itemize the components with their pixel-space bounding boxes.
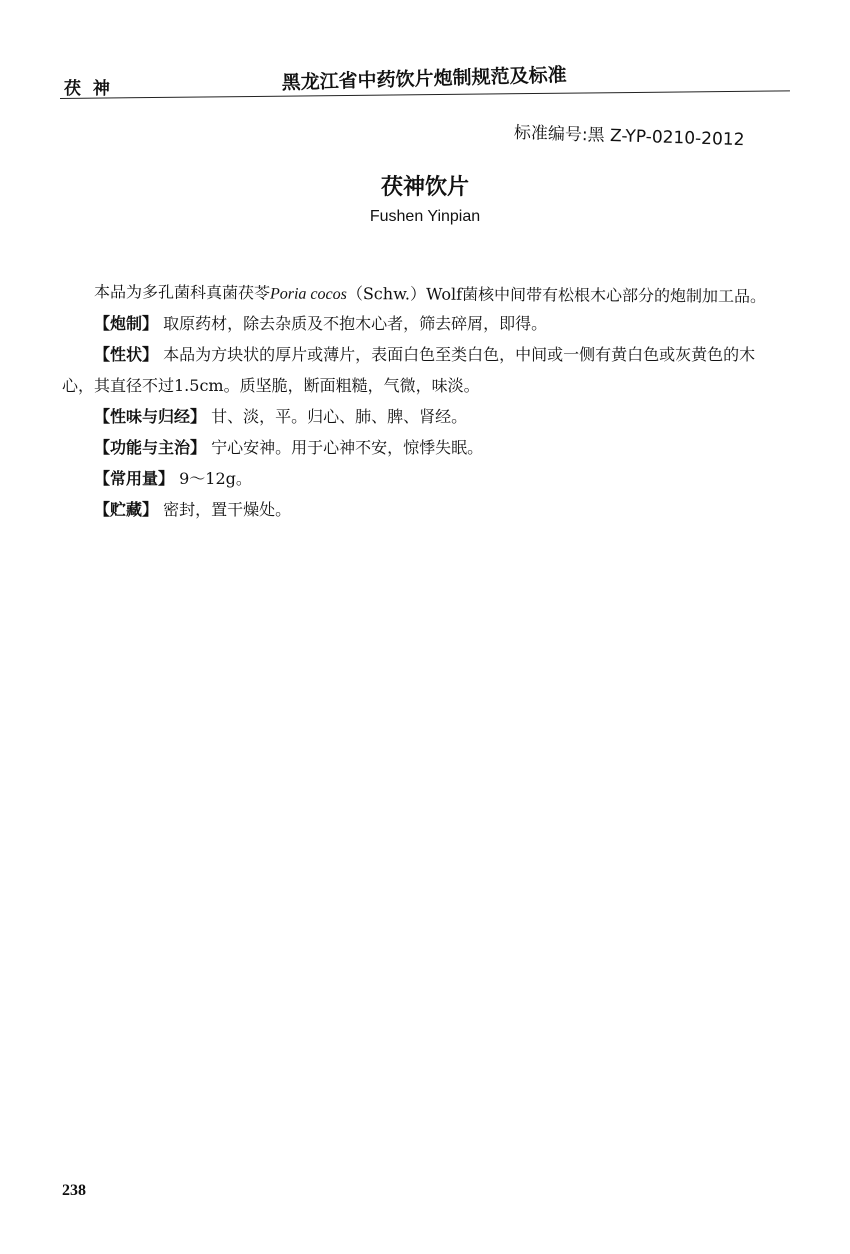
section-storage xyxy=(62,494,784,525)
section-text: 9～12g。 xyxy=(179,469,252,488)
page-title: 茯神饮片 xyxy=(380,175,469,200)
section-text: 本品为方块状的厚片或薄片，表面白色至类白色，中间或一侧有黄白色或灰黄色的木心，其直径不过1.5cm。质坚脆，断面粗糙，气微，味淡。 xyxy=(62,345,756,395)
latin-name: Poria cocos xyxy=(269,285,347,303)
section-function-indication xyxy=(62,432,784,463)
section-text: 甘、淡，平。归心、肺、脾、肾经。 xyxy=(211,407,468,426)
section-text: 宁心安神。用于心神不安，惊悸失眠。 xyxy=(211,438,484,457)
section-label: 【功能与主治】 xyxy=(94,438,207,457)
monograph-body xyxy=(62,276,784,525)
running-header xyxy=(60,60,790,110)
intro-text-after: （Schw.）Wolf菌核中间带有松根木心部分的炮制加工品。 xyxy=(346,283,767,306)
header-book-title: 黑龙江省中药饮片炮制规范及标准 xyxy=(281,64,567,95)
section-property-meridian xyxy=(62,401,784,432)
section-text: 密封，置干燥处。 xyxy=(163,500,292,519)
section-label: 【常用量】 xyxy=(94,469,175,488)
section-processing xyxy=(62,308,784,339)
section-label: 【性状】 xyxy=(94,345,159,364)
standard-code: 标准编号:黑 Z-YP-0210-2012 xyxy=(513,123,745,151)
section-label: 【炮制】 xyxy=(94,314,159,333)
section-text: 取原药材，除去杂质及不抱木心者，筛去碎屑，即得。 xyxy=(163,314,548,333)
header-section-name: 茯 神 xyxy=(64,79,113,99)
page-number: 238 xyxy=(62,1182,86,1199)
header-rule xyxy=(60,90,790,99)
section-description xyxy=(62,339,784,401)
intro-paragraph xyxy=(62,276,784,313)
section-dosage xyxy=(62,463,784,494)
intro-text-before: 本品为多孔菌科真菌茯苓 xyxy=(93,282,271,303)
section-label: 【性味与归经】 xyxy=(94,407,207,426)
section-label: 【贮藏】 xyxy=(94,500,159,519)
page-subtitle: Fushen Yinpian xyxy=(369,208,481,225)
